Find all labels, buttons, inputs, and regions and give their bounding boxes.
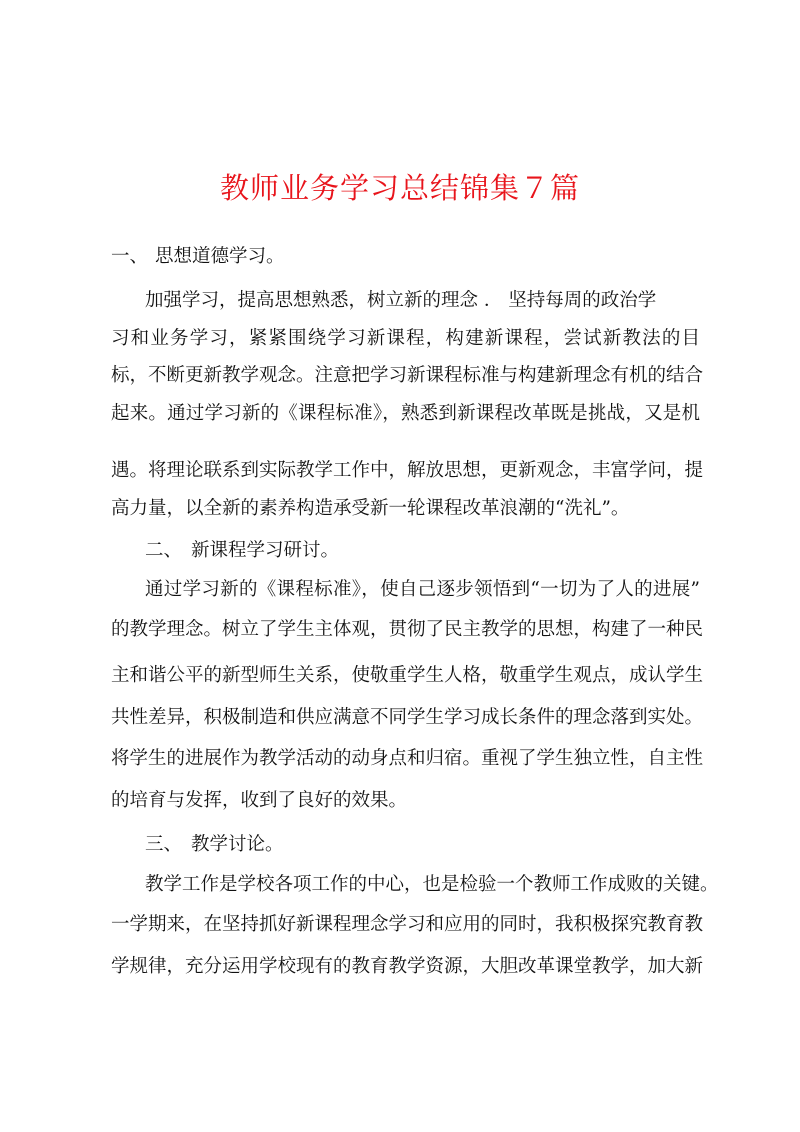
section-heading: [145, 833, 284, 857]
section-heading: [145, 539, 339, 563]
paragraph-line: 共性差异，积极制造和供应满意不同学生学习成长条件的理念落到实处。: [111, 707, 704, 728]
section-heading: [111, 245, 285, 269]
paragraph-line: 通过学习新的《课程标准》，使自己逐步领悟到“一切为了人的进展”: [145, 579, 700, 600]
section-heading-text: 教学讨论。: [191, 834, 284, 855]
paragraph-line: 将学生的进展作为教学活动的动身点和归宿。重视了学生独立性，自主性: [111, 748, 704, 769]
section-number: 三、: [145, 834, 183, 855]
section-number: 一、: [111, 246, 149, 267]
paragraph-line: 一学期来，在坚持抓好新课程理念学习和应用的同时，我积极探究教育教: [111, 914, 704, 935]
paragraph-line: 加强学习，提高思想熟悉，树立新的理念 ． 坚持每周的政治学: [145, 290, 657, 311]
paragraph-line: 学规律，充分运用学校现有的教育教学资源，大胆改革课堂教学，加大新: [111, 956, 704, 977]
section-heading-text: 新课程学习研讨。: [191, 540, 340, 561]
paragraph-line: 教学工作是学校各项工作的中心，也是检验一个教师工作成败的关键。: [145, 874, 719, 895]
section-number: 二、: [145, 540, 183, 561]
paragraph-line: 习和业务学习，紧紧围绕学习新课程，构建新课程，尝试新教法的目: [111, 328, 700, 349]
document-title: 教师业务学习总结锦集７篇: [219, 171, 580, 205]
paragraph-line: 标，不断更新教学观念。注意把学习新课程标准与构建新理念有机的结合: [111, 365, 704, 386]
paragraph-line: 遇。将理论联系到实际教学工作中，解放思想，更新观念，丰富学问，提: [111, 460, 704, 481]
paragraph-line: 的教学理念。树立了学生主体观，贯彻了民主教学的思想，构建了一种民: [111, 619, 704, 640]
paragraph-line: 主和谐公平的新型师生关系，使敬重学生人格，敬重学生观点，成认学生: [111, 665, 704, 686]
paragraph-line: 高力量，以全新的素养构造承受新一轮课程改革浪潮的“洗礼”。: [111, 498, 630, 519]
paragraph-line: 起来。通过学习新的《课程标准》，熟悉到新课程改革既是挑战，又是机: [111, 403, 700, 424]
paragraph-line: 的培育与发挥，收到了良好的效果。: [111, 790, 408, 811]
section-heading-text: 思想道德学习。: [155, 246, 285, 267]
